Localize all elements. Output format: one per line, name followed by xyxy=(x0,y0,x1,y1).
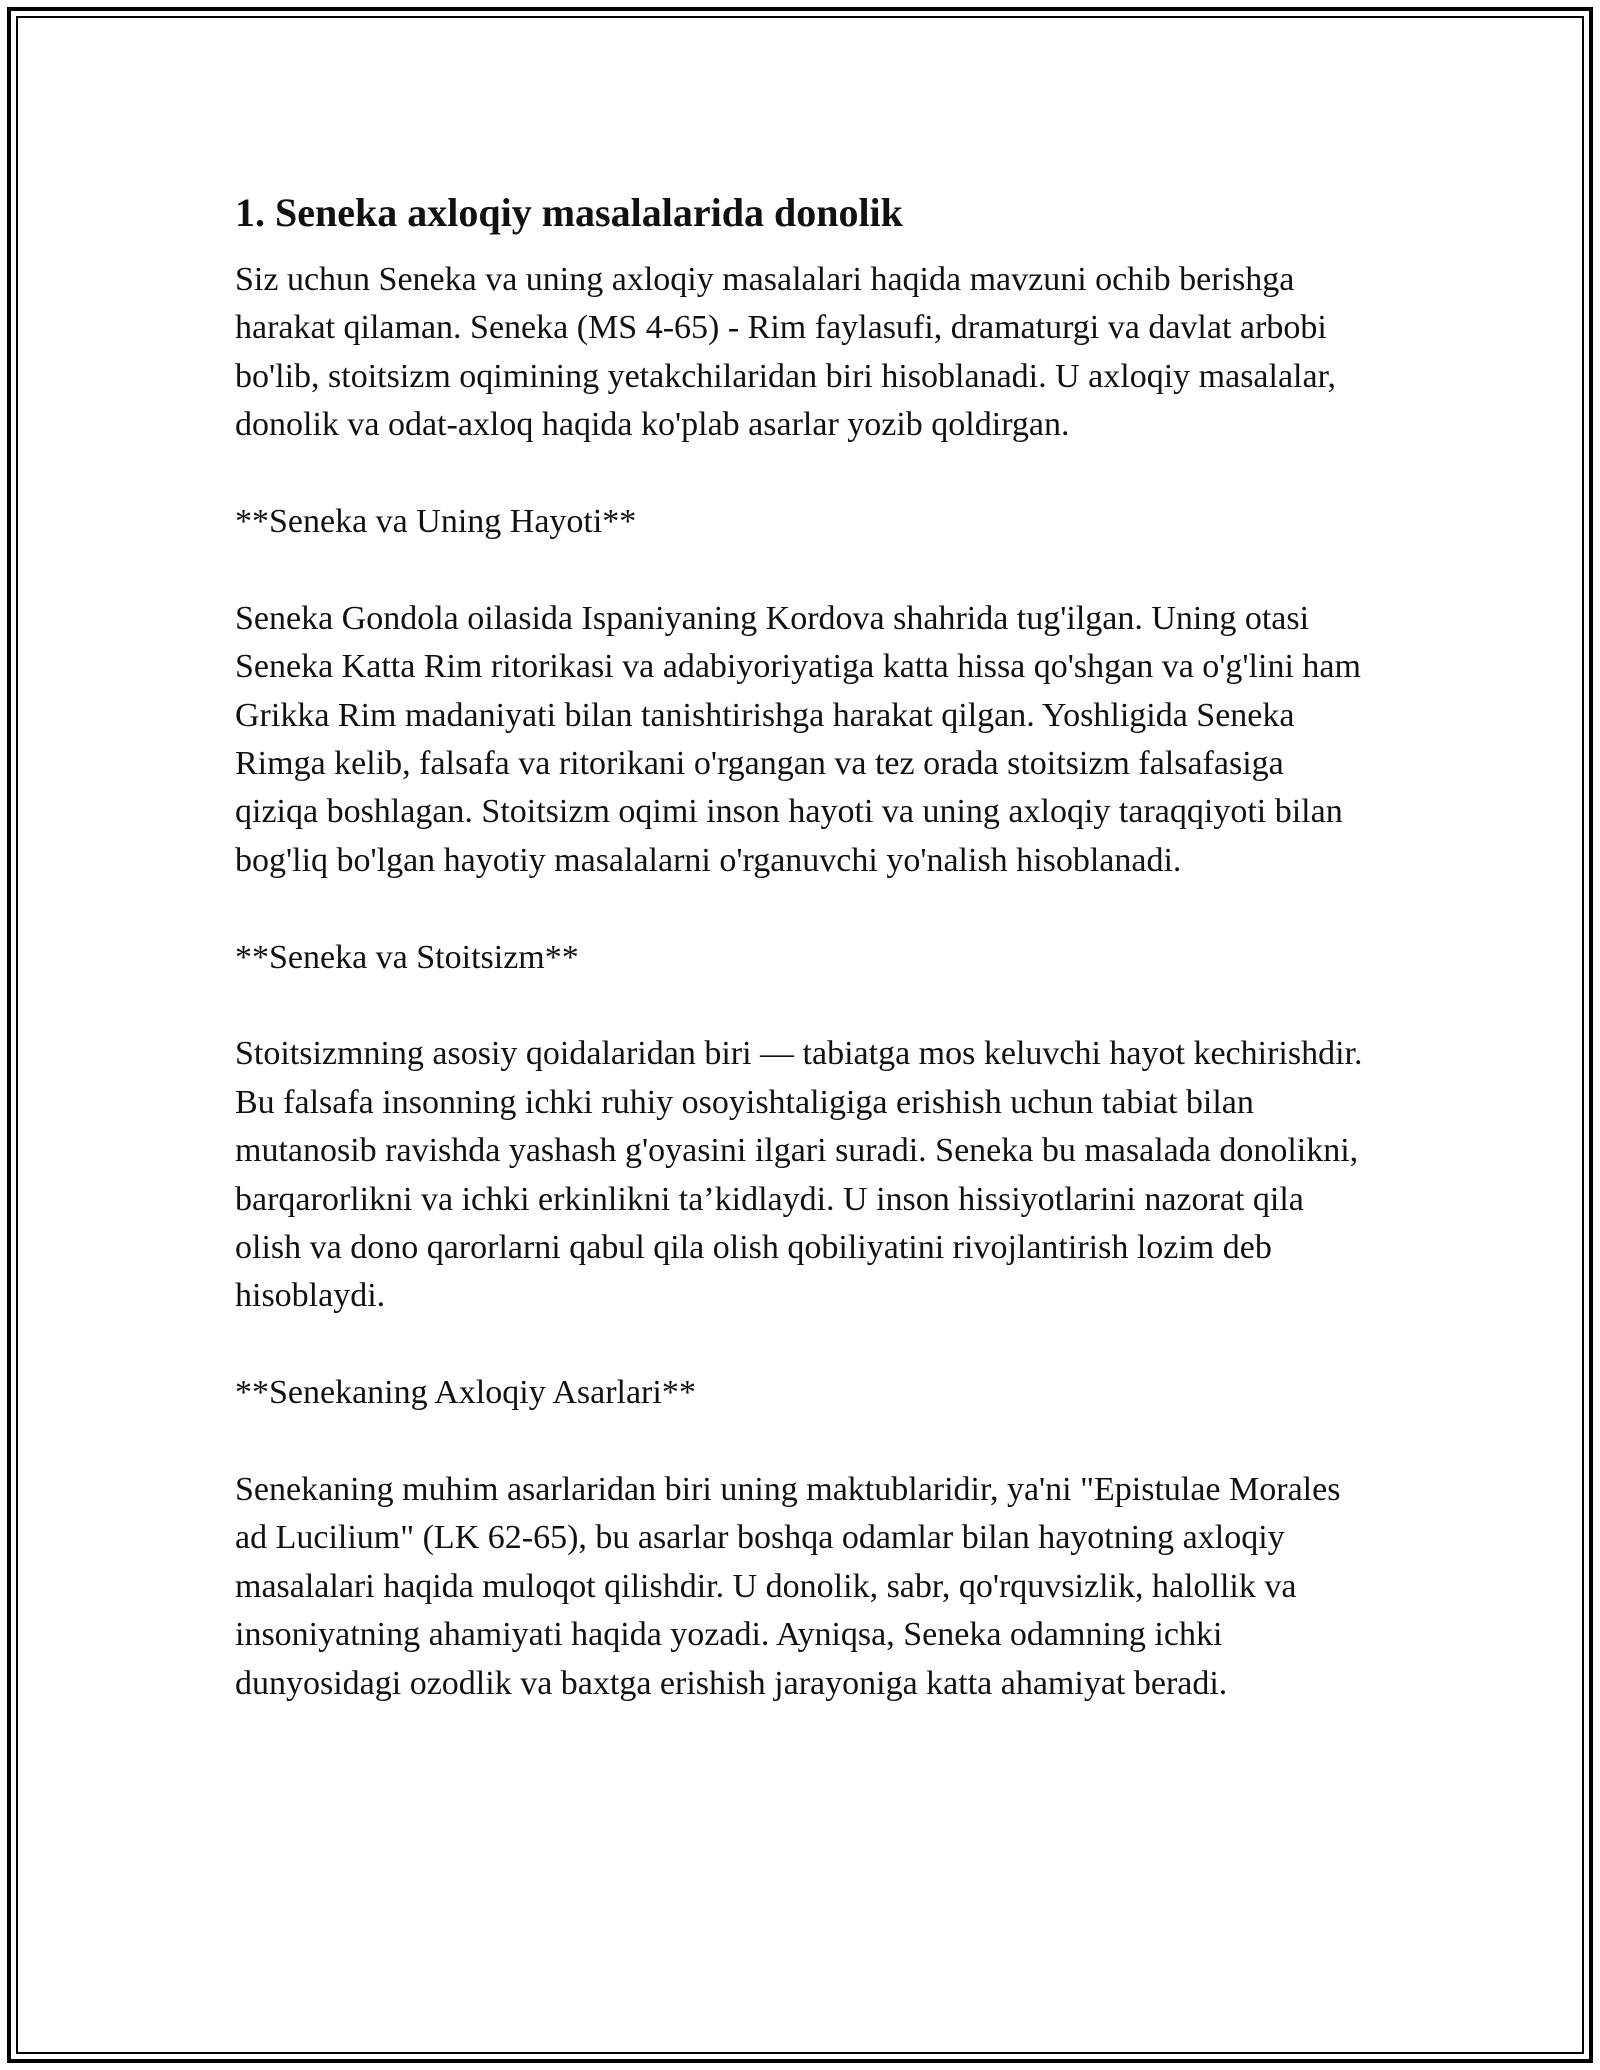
paragraph-asarlari: Senekaning muhim asarlaridan biri uning maktublaridir, ya'ni "Epistulae Morales ad Lucilium" (LK 62-65), bu asarlar boshqa odamlar bilan hayotning axloqiy masalalari haqida muloqot qilishdir. U donolik, sabr, qo'rquvsizlik, halollik va insoniyatning ahamiyati haqida yozadi. Ayniqsa, Seneka odamning ichki dunyosidagi ozodlik va baxtga erishish jarayoniga katta ahamiyat beradi. xyxy=(235,1471,1341,1702)
section-title-hayoti: **Seneka va Uning Hayoti** xyxy=(235,503,637,541)
section-title-asarlari: **Senekaning Axloqiy Asarlari** xyxy=(235,1374,696,1412)
paragraph-stoitsizm: Stoitsizmning asosiy qoidalaridan biri — tabiatga mos keluvchi hayot kechirishdir. Bu falsafa insonning ichki ruhiy osoyishtaligiga erishish uchun tabiat bilan mutanosib ravishda yashash g'oyasini ilgari suradi. Seneka bu masalada donolikni, barqarorlikni va ichki erkinlikni ta’kidlaydi. U inson hissiyotlarini nazorat qila olish va dono qarorlarni qabul qila olish qobiliyatini rivojlantirish lozim deb hisoblaydi. xyxy=(235,1035,1363,1315)
paragraph-intro: Siz uchun Seneka va uning axloqiy masalalari haqida mavzuni ochib berishga harakat qilaman. Seneka (MS 4-65) - Rim faylasufi, dramaturgi va davlat arbobi bo'lib, stoitsizm oqimining yetakchilaridan biri hisoblanadi. U axloqiy masalalar, donolik va odat-axloq haqida ko'plab asarlar yozib qoldirgan. xyxy=(235,261,1337,444)
section-title-stoitsizm: **Seneka va Stoitsizm** xyxy=(235,938,579,976)
document-heading: 1. Seneka axloqiy masalalarida donolik xyxy=(235,190,903,235)
paragraph-hayoti: Seneka Gondola oilasida Ispaniyaning Kordova shahrida tug'ilgan. Uning otasi Seneka Katta Rim ritorikasi va adabiyoriyatiga katta hissa qo'shgan va o'g'lini ham Grikka Rim madaniyati bilan tanishtirishga harakat qilgan. Yoshligida Seneka Rimga kelib, falsafa va ritorikani o'rgangan va tez orada stoitsizm falsafasiga qiziqa boshlagan. Stoitsizm oqimi inson hayoti va uning axloqiy taraqqiyoti bilan bog'liq bo'lgan hayotiy masalalarni o'rganuvchi yo'nalish hisoblanadi. xyxy=(235,599,1361,879)
document-body xyxy=(235,186,1365,1708)
